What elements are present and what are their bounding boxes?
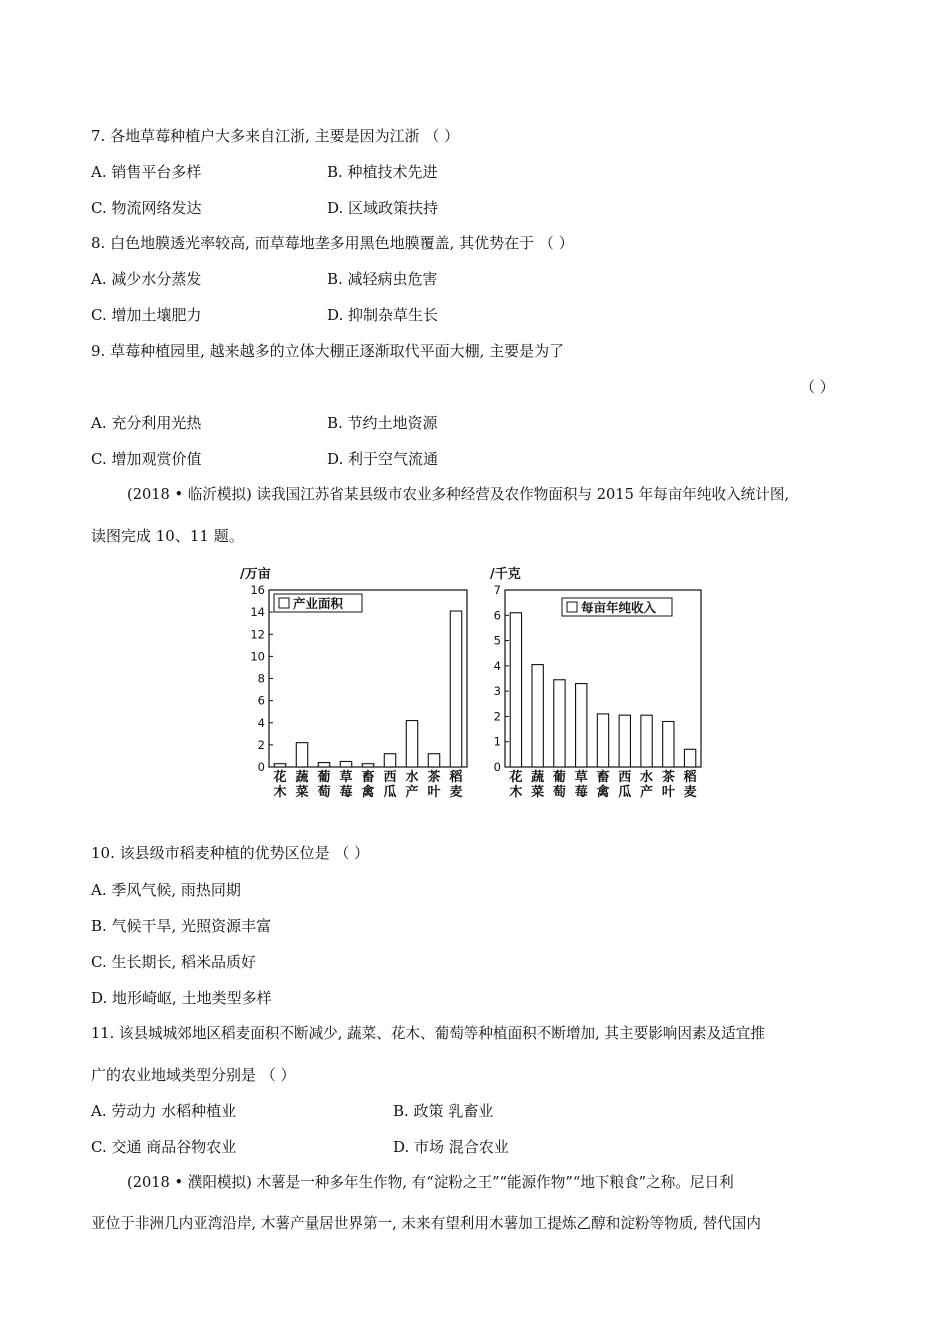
chart1-y-unit-label: /万亩 — [240, 567, 271, 582]
chart1-x-tick-label: 畜禽 — [361, 770, 375, 800]
chart1-bar — [340, 761, 351, 767]
q11-option-b: B. 政策 乳畜业 — [393, 1102, 494, 1120]
chart2-bar — [532, 665, 543, 767]
q9-option-c: C. 增加观赏价值 — [91, 450, 202, 468]
q11-stem-line2: 广的农业地域类型分别是 （ ） — [91, 1066, 296, 1084]
q9-stem: 9. 草莓种植园里, 越来越多的立体大棚正逐渐取代平面大棚, 主要是为了 — [91, 342, 565, 360]
chart1-bar — [274, 764, 285, 767]
chart1-y-tick-label: 8 — [257, 671, 265, 686]
chart1-x-tick-label: 草莓 — [339, 770, 353, 800]
chart2-x-tick-label: 西瓜 — [618, 770, 632, 800]
chart2-x-tick-label: 稻麦 — [683, 770, 697, 800]
q10-option-a: A. 季风气候, 雨热同期 — [91, 881, 241, 899]
chart1-y-tick-label: 6 — [257, 693, 265, 708]
intro-10-11-line2: 读图完成 10、11 题。 — [91, 527, 244, 545]
chart2-x-tick-label: 花木 — [509, 770, 523, 800]
chart2-bar — [663, 721, 674, 767]
chart1-bar — [450, 611, 461, 767]
chart1-y-tick-label: 14 — [250, 605, 265, 620]
chart2-bar — [684, 749, 695, 767]
chart1-y-tick-label: 12 — [250, 627, 265, 642]
chart1-x-tick-label: 稻麦 — [449, 770, 463, 800]
chart1-y-tick-label: 16 — [250, 583, 265, 597]
chart2-y-tick-label: 3 — [493, 684, 501, 699]
chart2-bar — [576, 684, 587, 767]
q9-answer-paren: （ ） — [800, 378, 835, 396]
q10-option-d: D. 地形崎岖, 土地类型多样 — [91, 989, 272, 1007]
q10-option-b: B. 气候干旱, 光照资源丰富 — [91, 917, 272, 935]
chart2-y-tick-label: 5 — [493, 633, 501, 648]
q7-stem: 7. 各地草莓种植户大多来自江浙, 主要是因为江浙 （ ） — [91, 127, 460, 145]
chart1-x-tick-label: 茶叶 — [427, 770, 441, 800]
chart2-y-tick-label: 7 — [493, 583, 501, 597]
q8-option-d: D. 抑制杂草生长 — [327, 306, 439, 324]
chart2-legend-label: 每亩年纯收入 — [581, 600, 657, 615]
q8-stem: 8. 白色地膜透光率较高, 而草莓地垄多用黑色地膜覆盖, 其优势在于 （ ） — [91, 234, 574, 252]
q8-option-b: B. 减轻病虫危害 — [327, 270, 438, 288]
chart1-bar — [296, 743, 307, 767]
chart2-bar — [554, 680, 565, 767]
q9-option-b: B. 节约土地资源 — [327, 414, 438, 432]
q11-stem-line1: 11. 该县城城郊地区稻麦面积不断减少, 蔬菜、花木、葡萄等种植面积不断增加, 其主要影响因素及适宜推 — [91, 1025, 765, 1042]
q8-option-c: C. 增加土壤肥力 — [91, 306, 202, 324]
chart2-x-tick-label: 茶叶 — [661, 770, 675, 800]
intro-cassava-line1: (2018 • 濮阳模拟) 木薯是一种多年生作物, 有“淀粉之王”“能源作物”“地下粮食”之称。尼日利 — [127, 1174, 734, 1191]
chart2-y-tick-label: 1 — [493, 734, 501, 749]
chart2-y-tick-label: 6 — [493, 608, 501, 623]
q10-option-c: C. 生长期长, 稻米品质好 — [91, 953, 257, 971]
q11-option-c: C. 交通 商品谷物农业 — [91, 1138, 237, 1156]
chart1-x-tick-label: 花木 — [273, 770, 287, 800]
intro-10-11-line1: (2018 • 临沂模拟) 读我国江苏省某县级市农业多种经营及农作物面积与 2015 年每亩年纯收入统计图, — [127, 486, 790, 503]
q11-option-a: A. 劳动力 水稻种植业 — [91, 1102, 237, 1120]
chart1-legend-swatch — [279, 598, 289, 608]
chart1-bar — [318, 763, 329, 767]
q7-option-a: A. 销售平台多样 — [91, 163, 202, 181]
chart1-x-tick-label: 蔬菜 — [295, 770, 309, 800]
chart2-bar — [510, 613, 521, 767]
q11-option-d: D. 市场 混合农业 — [393, 1138, 509, 1156]
chart2-x-tick-label: 葡萄 — [552, 770, 566, 800]
q8-option-a: A. 减少水分蒸发 — [91, 270, 202, 288]
q9-option-d: D. 利于空气流通 — [327, 450, 439, 468]
chart1-x-tick-label: 西瓜 — [383, 770, 397, 800]
chart2-x-tick-label: 蔬菜 — [531, 770, 545, 800]
chart1-legend-label: 产业面积 — [293, 596, 344, 611]
q7-option-c: C. 物流网络发达 — [91, 199, 202, 217]
chart1-bar — [428, 754, 439, 767]
chart1-y-tick-label: 0 — [257, 760, 265, 774]
chart2-bar — [641, 715, 652, 767]
chart1-frame — [269, 590, 467, 767]
chart1-bar — [406, 721, 417, 767]
chart1-bar — [384, 754, 395, 767]
chart1-x-tick-label: 水产 — [405, 770, 419, 800]
chart2-x-tick-label: 水产 — [640, 770, 654, 800]
q7-option-b: B. 种植技术先进 — [327, 163, 438, 181]
chart2-legend-swatch — [567, 602, 577, 612]
chart2-x-tick-label: 草莓 — [574, 770, 588, 800]
chart2-y-tick-label: 4 — [493, 658, 501, 673]
chart1-x-tick-label: 葡萄 — [317, 770, 331, 800]
q7-option-d: D. 区域政策扶持 — [327, 199, 439, 217]
chart2-bar — [597, 714, 608, 767]
chart1-y-tick-label: 2 — [257, 737, 265, 752]
q9-option-a: A. 充分利用光热 — [91, 414, 202, 432]
chart-area — [240, 560, 720, 810]
chart2-y-unit-label: /千克 — [490, 567, 521, 582]
chart2-y-tick-label: 2 — [493, 709, 501, 724]
chart1-y-tick-label: 4 — [257, 715, 265, 730]
q10-stem: 10. 该县级市稻麦种植的优势区位是 （ ） — [91, 844, 370, 862]
intro-cassava-line2: 亚位于非洲几内亚湾沿岸, 木薯产量居世界第一, 未来有望利用木薯加工提炼乙醇和淀粉等物质, 替代国内 — [91, 1215, 761, 1232]
chart2-y-tick-label: 0 — [493, 760, 501, 774]
chart2-x-tick-label: 畜禽 — [596, 770, 610, 800]
chart2-bar — [619, 715, 630, 767]
chart1-bar — [362, 764, 373, 767]
chart1-y-tick-label: 10 — [250, 649, 265, 664]
